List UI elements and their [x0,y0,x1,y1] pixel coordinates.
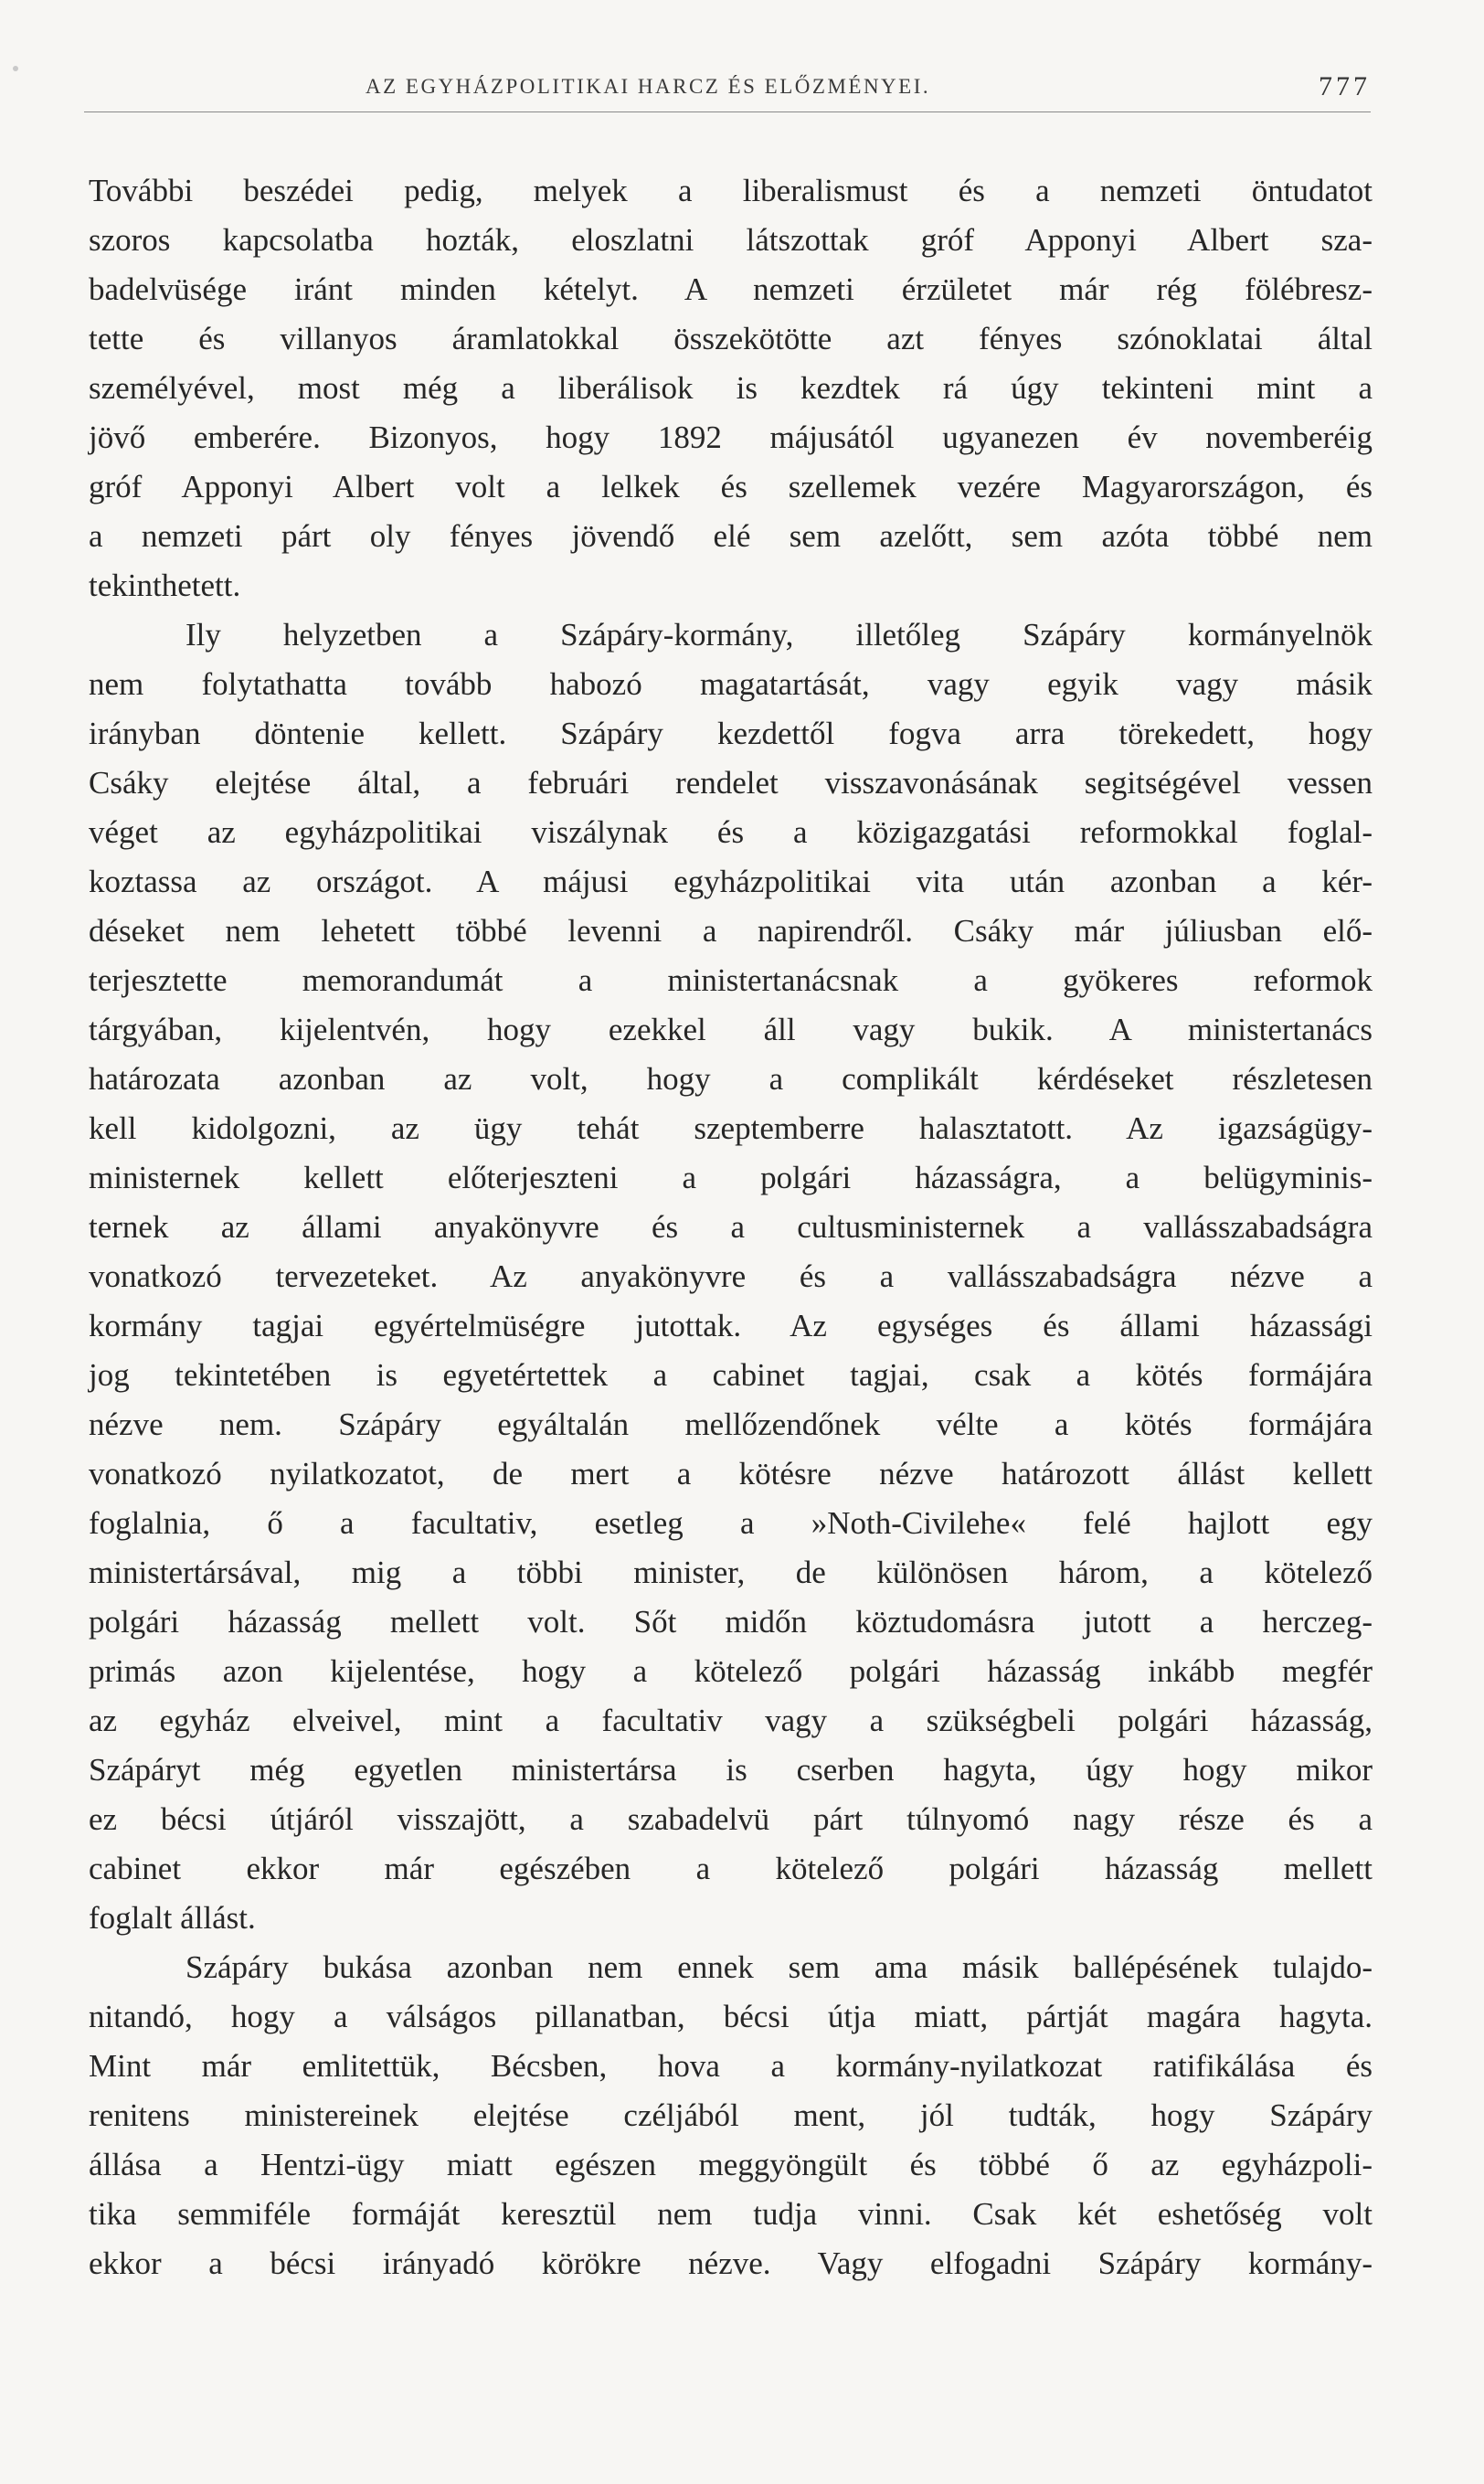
text-line: ternek az állami anyakönyvre és a cultusministernek a vallásszabadságra [89,1209,1373,1245]
text-line: az egyház elveivel, mint a facultativ vagy a szükségbeli polgári házasság, [89,1703,1373,1738]
text-line: polgári házasság mellett volt. Sőt midőn köztudomásra jutott a herczeg- [89,1604,1373,1640]
text-line: Csáky elejtése által, a februári rendelet visszavonásának segitségével vessen [89,765,1373,801]
text-line: ministertársával, mig a többi minister, de különösen három, a kötelező [89,1555,1373,1590]
text-line: szoros kapcsolatba hozták, eloszlatni látszottak gróf Apponyi Albert sza- [89,222,1373,258]
text-line: határozata azonban az volt, hogy a complikált kérdéseket részletesen [89,1061,1373,1097]
text-line: ekkor a bécsi irányadó körökre nézve. Vagy elfogadni Szápáry kormány- [89,2245,1373,2281]
text-line: jog tekintetében is egyetértettek a cabinet tagjai, csak a kötés formájára [89,1357,1373,1393]
text-line: jövő emberére. Bizonyos, hogy 1892 májusától ugyanezen év novemberéig [89,419,1373,455]
text-line: tika semmiféle formáját keresztül nem tudja vinni. Csak két eshetőség volt [89,2196,1373,2232]
text-line: badelvüsége iránt minden kételyt. A nemzeti érzületet már rég fölébresz- [89,271,1373,307]
text-line: cabinet ekkor már egészében a kötelező polgári házasság mellett [89,1851,1373,1886]
text-line: ez bécsi útjáról visszajött, a szabadelvü párt túlnyomó nagy része és a [89,1801,1373,1837]
text-line: déseket nem lehetett többé levenni a napirendről. Csáky már júliusban elő- [89,913,1373,949]
text-line: foglalt állást. [89,1900,256,1936]
text-line: renitens ministereinek elejtése czéljából ment, jól tudták, hogy Szápáry [89,2097,1373,2133]
text-line: vonatkozó tervezeteket. Az anyakönyvre és a vallásszabadságra nézve a [89,1258,1373,1294]
text-line: Szápáryt még egyetlen ministertársa is cserben hagyta, úgy hogy mikor [89,1752,1373,1788]
text-line: Ily helyzetben a Szápáry-kormány, illetőleg Szápáry kormányelnök [186,617,1373,653]
text-line: kell kidolgozni, az ügy tehát szeptemberre halasztatott. Az igazságügy- [89,1110,1373,1146]
text-line: véget az egyházpolitikai viszálynak és a közigazgatási reformokkal foglal- [89,814,1373,850]
text-line: ministernek kellett előterjeszteni a polgári házasságra, a belügyminis- [89,1160,1373,1195]
page-header [366,71,1371,111]
text-line: állása a Hentzi-ügy miatt egészen meggyöngült és többé ő az egyházpoli- [89,2147,1373,2182]
page-number: 777 [1319,71,1371,101]
text-line: Mint már emlitettük, Bécsben, hova a kormány-nyilatkozat ratifikálása és [89,2048,1373,2084]
text-line: irányban döntenie kellett. Szápáry kezdettől fogva arra törekedett, hogy [89,716,1373,751]
text-line: tette és villanyos áramlatokkal összekötötte azt fényes szónoklatai által [89,321,1373,356]
text-line: tárgyában, kijelentvén, hogy ezekkel áll vagy bukik. A ministertanács [89,1012,1373,1047]
text-line: személyével, most még a liberálisok is kezdtek rá úgy tekinteni mint a [89,370,1373,406]
text-line: terjesztette memorandumát a ministertanácsnak a gyökeres reformok [89,962,1373,998]
text-line: kormány tagjai egyértelmüségre jutottak. Az egységes és állami házassági [89,1308,1373,1343]
header-rule [84,111,1371,112]
text-line: primás azon kijelentése, hogy a kötelező polgári házasság inkább megfér [89,1653,1373,1689]
text-line: a nemzeti párt oly fényes jövendő elé sem azelőtt, sem azóta többé nem [89,518,1373,554]
text-line: koztassa az országot. A májusi egyházpolitikai vita után azonban a kér- [89,864,1373,899]
text-line: nézve nem. Szápáry egyáltalán mellőzendőnek vélte a kötés formájára [89,1407,1373,1442]
text-line: További beszédei pedig, melyek a liberalismust és a nemzeti öntudatot [89,173,1373,208]
body-text [89,166,1373,2288]
text-line: vonatkozó nyilatkozatot, de mert a kötésre nézve határozott állást kellett [89,1456,1373,1491]
text-line: Szápáry bukása azonban nem ennek sem ama másik ballépésének tulajdo- [186,1949,1373,1985]
text-line: nem folytathatta tovább habozó magatartását, vagy egyik vagy másik [89,666,1373,702]
text-line: tekinthetett. [89,568,241,603]
text-line: nitandó, hogy a válságos pillanatban, bécsi útja miatt, pártját magára hagyta. [89,1999,1373,2034]
running-title: AZ EGYHÁZPOLITIKAI HARCZ ÉS ELŐZMÉNYEI. [366,75,931,98]
text-line: foglalnia, ő a facultativ, esetleg a »Noth-Civilehe« felé hajlott egy [89,1505,1373,1541]
margin-speck [13,66,18,71]
text-line: gróf Apponyi Albert volt a lelkek és szellemek vezére Magyarországon, és [89,469,1373,504]
